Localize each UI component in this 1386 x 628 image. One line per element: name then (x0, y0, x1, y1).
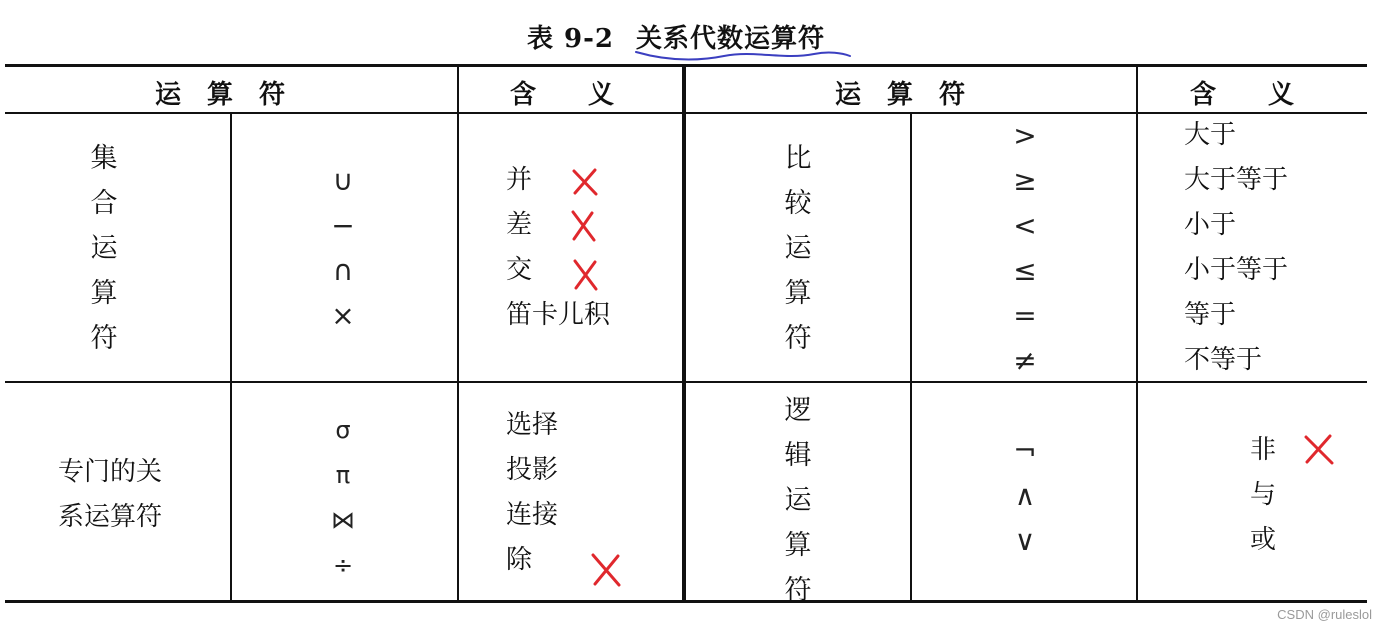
meaning-equal: 等于 (1184, 300, 1237, 330)
category-char: 辑 (784, 440, 812, 471)
category-logical-operators (778, 388, 818, 613)
symbol-not-equal: ≠ (1013, 344, 1037, 377)
red-x-mark-icon (588, 552, 624, 588)
symbol-union: ∪ (332, 164, 354, 197)
meaning-not: 非 (1250, 435, 1277, 465)
row-separator-rule (5, 381, 1367, 383)
symbol-or: ∨ (1014, 524, 1036, 557)
meaning-union: 并 (506, 165, 533, 195)
header-left-operator: 运 算 符 (155, 80, 286, 110)
meaning-join: 连接 (506, 500, 559, 530)
red-x-mark-icon (570, 258, 600, 292)
symbol-greater-equal: ≥ (1013, 164, 1037, 197)
blue-handwritten-underline-icon (634, 44, 854, 64)
table-number: 表 9-2 (527, 24, 615, 54)
category-char: 算 (784, 278, 812, 309)
symbol-not: ¬ (1013, 434, 1037, 467)
red-x-mark-icon (570, 167, 600, 197)
comparison-meanings (1184, 113, 1288, 383)
set-symbols (303, 158, 383, 338)
symbol-and: ∧ (1014, 479, 1036, 512)
category-char: 算 (784, 530, 812, 561)
meaning-difference: 差 (506, 210, 533, 240)
symbol-equal: = (1013, 299, 1037, 332)
col-divider-right-meaning (1136, 66, 1138, 601)
table-top-rule (5, 64, 1367, 67)
category-char: 运 (784, 233, 812, 264)
category-char: 逻 (784, 395, 812, 426)
meaning-less: 小于 (1184, 210, 1237, 240)
category-comparison-operators (778, 136, 818, 361)
symbol-projection: π (335, 461, 351, 489)
symbol-difference: − (331, 209, 355, 242)
meaning-and: 与 (1250, 480, 1277, 510)
red-x-mark-icon (568, 209, 598, 243)
symbol-less: < (1013, 209, 1037, 242)
category-char: 符 (784, 323, 812, 354)
symbol-selection: σ (335, 416, 351, 444)
comparison-symbols (985, 113, 1065, 383)
col-divider-left-meaning (457, 66, 459, 601)
meaning-selection: 选择 (506, 410, 559, 440)
category-char: 算 (90, 278, 118, 309)
meaning-cartesian-product: 笛卡儿积 (506, 300, 611, 330)
meaning-or: 或 (1250, 525, 1277, 555)
category-char: 符 (90, 323, 118, 354)
category-char: 运 (784, 485, 812, 516)
meaning-intersection: 交 (506, 255, 533, 285)
col-divider-right-symbols (910, 113, 912, 601)
header-left-meaning: 含 义 (510, 80, 615, 110)
meaning-greater-equal: 大于等于 (1184, 165, 1289, 195)
symbol-greater: > (1013, 119, 1037, 152)
header-right-operator: 运 算 符 (835, 80, 966, 110)
logical-meanings (1250, 428, 1276, 563)
symbol-less-equal: ≤ (1013, 254, 1037, 287)
meaning-not-equal: 不等于 (1184, 345, 1263, 375)
category-char: 较 (784, 188, 812, 219)
category-char: 运 (90, 233, 118, 264)
category-char: 比 (784, 143, 812, 174)
symbol-intersection: ∩ (332, 254, 354, 287)
header-rule (5, 112, 1367, 114)
category-char: 集 (90, 143, 118, 174)
category-special-relational-operators (58, 450, 162, 540)
table-caption (0, 14, 1386, 54)
symbol-cartesian-product: × (331, 299, 355, 332)
meaning-less-equal: 小于等于 (1184, 255, 1289, 285)
meaning-greater: 大于 (1184, 120, 1237, 150)
red-x-mark-icon (1302, 434, 1336, 466)
category-char: 符 (784, 575, 812, 606)
meaning-division: 除 (506, 545, 533, 575)
col-divider-center (682, 66, 686, 601)
symbol-join: ⋈ (331, 506, 355, 534)
table-bottom-rule (5, 600, 1367, 603)
meaning-projection: 投影 (506, 455, 559, 485)
watermark: CSDN @ruleslol (1277, 607, 1372, 622)
header-right-meaning: 含 义 (1190, 80, 1295, 110)
category-set-operators (84, 136, 124, 361)
category-char: 合 (90, 188, 118, 219)
table-title: 关系代数运算符 (636, 24, 826, 54)
relational-meanings (506, 403, 558, 583)
category-line: 专门的关 (58, 457, 163, 487)
logical-symbols (985, 428, 1065, 563)
category-line: 系运算符 (58, 502, 163, 532)
relational-symbols (303, 408, 383, 588)
symbol-division: ÷ (332, 551, 354, 579)
col-divider-left-symbols (230, 113, 232, 601)
